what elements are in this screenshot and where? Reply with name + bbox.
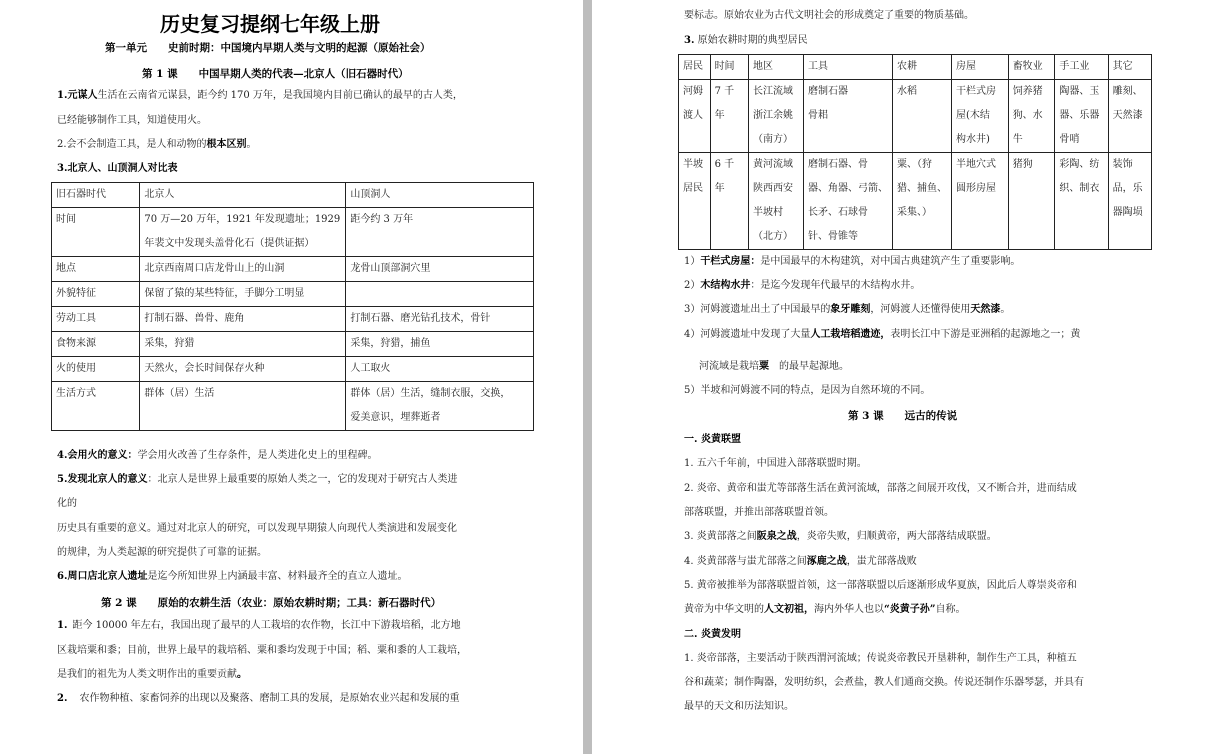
paragraph-text: ，蚩尤部落战败	[846, 556, 917, 567]
cell-line: 年	[714, 110, 725, 121]
table-cell	[1008, 80, 1055, 153]
cell-line: 爱美意识，埋葬逝者	[350, 412, 441, 423]
section-2-heading: 二. 炎黄发明	[684, 629, 741, 640]
paragraph-5-line-4: 的规律，为人类起源的研究提供了可靠的证据。	[57, 547, 267, 558]
section-1-item-5-continued	[684, 603, 966, 617]
table-header-cell: 工具	[803, 55, 892, 80]
comparison-table-heading: 3.北京人、山顶洞人对比表	[57, 163, 178, 174]
table-row	[52, 282, 534, 307]
table-cell: 距今约 3 万年	[346, 208, 534, 257]
table-row	[679, 80, 1152, 153]
table-header-cell: 其它	[1108, 55, 1151, 80]
table-row	[52, 208, 534, 257]
table-cell	[679, 153, 711, 250]
table-cell	[346, 282, 534, 307]
note-3	[684, 303, 1010, 317]
table-cell: 打制石器、磨光钻孔技术，骨针	[346, 307, 534, 332]
paragraph-number: 5.	[57, 474, 68, 485]
cell-line: 骨哨	[1059, 134, 1080, 145]
note-4-continued	[699, 360, 849, 374]
cell-line: 7 千	[714, 86, 735, 97]
table-header-cell: 居民	[679, 55, 711, 80]
section-1-item-2-continued: 部落联盟，并推出部落联盟首领。	[684, 507, 834, 518]
table-cell: 龙骨山顶部洞穴里	[346, 257, 534, 282]
cell-line: （南方）	[752, 134, 793, 145]
keyword: 发现北京人的意义	[67, 474, 148, 485]
paragraph-text: 的最早起源地。	[769, 361, 849, 372]
residents-table	[678, 54, 1152, 250]
paragraph-text: 学会用火改善了生存条件，是人类进化史上的里程碑。	[137, 450, 378, 461]
table-header-cell: 畜牧业	[1008, 55, 1055, 80]
paragraph-text: 生活在云南省元谋县，距今约 170 万年，是我国境内目前已确认的最早的古人类，	[97, 90, 463, 101]
cell-line: 牛	[1012, 134, 1023, 145]
page-gutter	[583, 0, 592, 754]
cell-line: 群体（居）生活，缝制衣服，交换，	[350, 388, 511, 399]
table-header-cell: 地区	[748, 55, 803, 80]
paragraph-text: 海内外华人也以	[814, 604, 884, 615]
cell-line: 圆形房屋	[955, 183, 996, 194]
keyword: 天然漆	[970, 304, 1001, 315]
note-1	[684, 255, 1020, 269]
cell-line: 6 千	[714, 159, 735, 170]
paragraph-text: 是迄今所知世界上内涵最丰富、材料最齐全的直立人遗址。	[147, 571, 408, 582]
paragraph-number: 1.	[57, 90, 68, 101]
lesson-2-paragraph-1-line-3	[57, 668, 247, 682]
paragraph-text: 3. 炎黄部落之间	[684, 531, 757, 542]
paragraph-number: 1.	[57, 620, 68, 631]
table-header-cell: 北京人	[140, 183, 346, 208]
table-cell: 地点	[52, 257, 140, 282]
note-number: 2）	[684, 280, 701, 291]
paragraph-2	[57, 138, 257, 152]
table-cell	[748, 80, 803, 153]
table-cell	[679, 80, 711, 153]
cell-line: 河姆	[683, 86, 703, 97]
table-cell	[951, 80, 1008, 153]
paragraph-text: 。	[237, 669, 247, 680]
lesson-3-heading: 第 3 课 远古的传说	[848, 410, 958, 422]
keyword: 象牙雕刻	[830, 304, 871, 315]
table-row	[52, 257, 534, 282]
lesson-2-heading: 第 2 课 原始的农耕生活（农业：原始农耕时期；工具：新石器时代）	[101, 597, 442, 609]
paragraph-text: 4. 炎黄部落与蚩尤部落之间	[684, 556, 807, 567]
cell-line: 年	[714, 183, 725, 194]
cell-line: 磨制石器、骨	[807, 159, 868, 170]
table-cell: 生活方式	[52, 382, 140, 431]
cell-line: 雕刻、	[1112, 86, 1143, 97]
cell-line: 狗、水	[1012, 110, 1043, 121]
keyword: 会用火的意义：	[67, 450, 138, 461]
section-1-item-5: 5. 黄帝被推举为部落联盟首领，这一部落联盟以后逐渐形成华夏族，因此后人尊崇炎帝和	[684, 580, 1077, 591]
paragraph-text: ：是迄今发现年代最早的木结构水井。	[750, 280, 921, 291]
table-cell	[803, 153, 892, 250]
cell-line: 半地穴式	[955, 159, 996, 170]
table-row	[52, 307, 534, 332]
paragraph-text: 原始农耕时期的典型居民	[697, 35, 808, 46]
cell-line: 器陶埙	[1112, 207, 1143, 218]
table-cell: 天然火，会长时间保存火种	[140, 357, 346, 382]
paragraph-number: 3.	[684, 35, 695, 46]
keyword: 人文初祖，	[764, 604, 814, 615]
cell-line: 年裴文中发现头盖骨化石（提供证据）	[144, 238, 315, 249]
cell-line: 粟、（狩	[896, 159, 932, 170]
paragraph-text: 自称。	[935, 604, 966, 615]
paragraph-number: 2.	[57, 693, 68, 704]
residents-table-heading	[684, 34, 808, 48]
document-page-right	[592, 0, 1205, 754]
table-cell: 采集，狩猎，捕鱼	[346, 332, 534, 357]
keyword: 元谋人	[67, 90, 98, 101]
section-1-item-3	[684, 530, 997, 544]
cell-line: 织、制衣	[1059, 183, 1100, 194]
section-1-item-4	[684, 555, 917, 569]
paragraph-1	[57, 89, 463, 103]
cell-line: 浙江余姚	[752, 110, 793, 121]
document-title: 历史复习提纲七年级上册	[160, 12, 380, 36]
keyword: 木结构水井	[700, 280, 751, 291]
continued-line: 要标志。原始农业为古代文明社会的形成奠定了重要的物质基础。	[684, 10, 974, 21]
table-cell	[892, 153, 951, 250]
section-1-item-2: 2. 炎帝、黄帝和蚩尤等部落生活在黄河流域，部落之间展开攻伐，又不断合并，进而结成	[684, 483, 1077, 494]
table-row	[52, 332, 534, 357]
cell-line: 半坡村	[752, 207, 783, 218]
cell-line: 装饰	[1112, 159, 1133, 170]
table-row	[52, 382, 534, 431]
keyword: 人工栽培稻遗迹，	[810, 329, 891, 340]
paragraph-text: ：北京人是世界上最重要的原始人类之一，它的发现对于研究古人类进	[147, 474, 458, 485]
table-cell	[140, 208, 346, 257]
lesson-2-paragraph-1-line-2: 区栽培粟和黍；目前，世界上最早的栽培稻、粟和黍均发现于中国；稻、粟和黍的人工栽培，	[57, 645, 467, 656]
section-2-item-1-line-2: 谷和蔬菜；制作陶器，发明纺织，会煮盐，教人们通商交换。传说还制作乐器琴瑟，并具有	[684, 677, 1084, 688]
table-cell	[1108, 80, 1151, 153]
cell-line: 天然漆	[1112, 110, 1143, 121]
table-cell	[1008, 153, 1055, 250]
cell-line: 磨制石器	[807, 86, 848, 97]
table-cell: 食物来源	[52, 332, 140, 357]
cell-line: 彩陶、纺	[1059, 159, 1100, 170]
paragraph-number: 4.	[57, 450, 68, 461]
table-cell: 人工取火	[346, 357, 534, 382]
paragraph-4	[57, 449, 377, 463]
cell-line: 骨耜	[807, 110, 828, 121]
table-cell	[1055, 153, 1108, 250]
cell-line: 采集、）	[896, 207, 932, 218]
table-cell: 劳动工具	[52, 307, 140, 332]
table-header-cell: 房屋	[951, 55, 1008, 80]
keyword: 涿鹿之战	[806, 556, 847, 567]
table-cell: 北京西南周口店龙骨山上的山洞	[140, 257, 346, 282]
paragraph-5-line-2: 化的	[57, 498, 77, 509]
paragraph-number: 6.	[57, 571, 68, 582]
paragraph-5-line-3: 历史具有重要的意义。通过对北京人的研究，可以发现早期猿人向现代人类演进和发展变化	[57, 523, 457, 534]
table-cell	[710, 80, 748, 153]
paragraph-text: 距今 10000 年左右，我国出现了最早的人工栽培的农作物，长江中下游栽培稻，北方地	[72, 620, 461, 631]
note-2	[684, 279, 920, 293]
cell-line: 屋(木结	[955, 110, 990, 121]
cell-line: 猎、捕鱼、	[896, 183, 947, 194]
note-number: 1）	[684, 256, 701, 267]
cell-line: 70 万—20 万年，1921 年发现遗址；1929	[144, 214, 341, 225]
section-2-item-1: 1. 炎帝部落，主要活动于陕西渭河流域；传说炎帝教民开垦耕种，制作生产工具，种植五	[684, 653, 1077, 664]
paragraph-text: 4）河姆渡遗址中发现了大量	[684, 329, 811, 340]
cell-line: 半坡	[683, 159, 703, 170]
table-cell	[1108, 153, 1151, 250]
cell-line: 水稻	[896, 86, 917, 97]
table-cell: 保留了猿的某些特征，手脚分工明显	[140, 282, 346, 307]
cell-line: 陶器、玉	[1059, 86, 1100, 97]
section-2-item-1-line-3: 最早的天文和历法知识。	[684, 701, 794, 712]
paragraph-text: 。	[246, 139, 257, 150]
paragraph-6	[57, 570, 407, 584]
cell-line: 器、乐器	[1059, 110, 1100, 121]
keyword: 干栏式房屋：	[700, 256, 761, 267]
cell-line: 构水井)	[955, 134, 990, 145]
cell-line: 针、骨锥等	[807, 231, 858, 242]
document-page-left	[0, 0, 583, 754]
section-1-heading: 一. 炎黄联盟	[684, 434, 741, 445]
table-cell	[951, 153, 1008, 250]
keyword: 根本区别	[206, 139, 247, 150]
table-header-cell: 手工业	[1055, 55, 1108, 80]
table-cell	[748, 153, 803, 250]
cell-line: 居民	[683, 183, 703, 194]
paragraph-1-continued: 已经能够制作工具，知道使用火。	[57, 115, 207, 126]
table-header-row	[52, 183, 534, 208]
paragraph-text: 2.会不会制造工具，是人和动物的	[57, 139, 207, 150]
table-cell	[346, 382, 534, 431]
table-row	[679, 153, 1152, 250]
paragraph-text: 表明长江中下游是亚洲稻的起源地之一；黄	[890, 329, 1081, 340]
table-cell	[710, 153, 748, 250]
lesson-2-paragraph-2	[57, 692, 459, 706]
table-cell: 群体（居）生活	[140, 382, 346, 431]
table-header-cell: 山顶洞人	[346, 183, 534, 208]
paragraph-text: 3）河姆渡遗址出土了中国最早的	[684, 304, 831, 315]
paragraph-text: ，炎帝失败，归顺黄帝，两大部落结成联盟。	[796, 531, 997, 542]
section-1-item-1: 1. 五六千年前，中国进入部落联盟时期。	[684, 458, 867, 469]
table-cell: 采集，狩猎	[140, 332, 346, 357]
table-cell	[1055, 80, 1108, 153]
cell-line: 黄河流域	[752, 159, 793, 170]
table-cell: 外貌特征	[52, 282, 140, 307]
cell-line: 品，乐	[1112, 183, 1143, 194]
cell-line: 长江流域	[752, 86, 793, 97]
cell-line: 渡人	[683, 110, 703, 121]
comparison-table	[51, 182, 534, 431]
paragraph-text: 是中国最早的木构建筑，对中国古典建筑产生了重要影响。	[760, 256, 1021, 267]
cell-line: 猪狗	[1012, 159, 1033, 170]
cell-line: 陕西西安	[752, 183, 793, 194]
paragraph-text: 农作物种植、家畜饲养的出现以及聚落、磨制工具的发展，是原始农业兴起和发展的重	[79, 693, 460, 704]
table-header-cell: 时间	[710, 55, 748, 80]
keyword: “炎黄子孙”	[884, 604, 936, 615]
keyword: 阪泉之战	[756, 531, 797, 542]
table-cell: 火的使用	[52, 357, 140, 382]
table-header-cell: 农耕	[892, 55, 951, 80]
cell-line: 饲养猪	[1012, 86, 1043, 97]
cell-line: 器、角器、弓箭、	[807, 183, 888, 194]
paragraph-text: 黄帝为中华文明的	[684, 604, 764, 615]
table-header-row	[679, 55, 1152, 80]
table-cell	[892, 80, 951, 153]
lesson-2-paragraph-1	[57, 619, 461, 633]
cell-line: 干栏式房	[955, 86, 996, 97]
table-cell: 时间	[52, 208, 140, 257]
paragraph-text: 是我们的祖先为人类文明作出的重要贡献	[57, 669, 237, 680]
table-row	[52, 357, 534, 382]
paragraph-text: ，河姆渡人还懂得使用	[870, 304, 971, 315]
paragraph-5	[57, 473, 457, 487]
table-cell: 打制石器、兽骨、鹿角	[140, 307, 346, 332]
table-cell	[803, 80, 892, 153]
note-5: 5）半坡和河姆渡不同的特点，是因为自然环境的不同。	[684, 385, 931, 396]
unit-heading: 第一单元 史前时期：中国境内早期人类与文明的起源（原始社会）	[105, 42, 431, 54]
table-header-cell: 旧石器时代	[52, 183, 140, 208]
cell-line: 长矛、石球骨	[807, 207, 868, 218]
cell-line: （北方）	[752, 231, 793, 242]
paragraph-text: 河流域是栽培	[699, 361, 759, 372]
paragraph-text: 。	[1000, 304, 1011, 315]
keyword: 粟	[759, 361, 769, 372]
keyword: 周口店北京人遗址	[67, 571, 148, 582]
lesson-1-heading: 第 1 课 中国早期人类的代表—北京人（旧石器时代）	[142, 68, 409, 80]
note-4	[684, 328, 1080, 342]
